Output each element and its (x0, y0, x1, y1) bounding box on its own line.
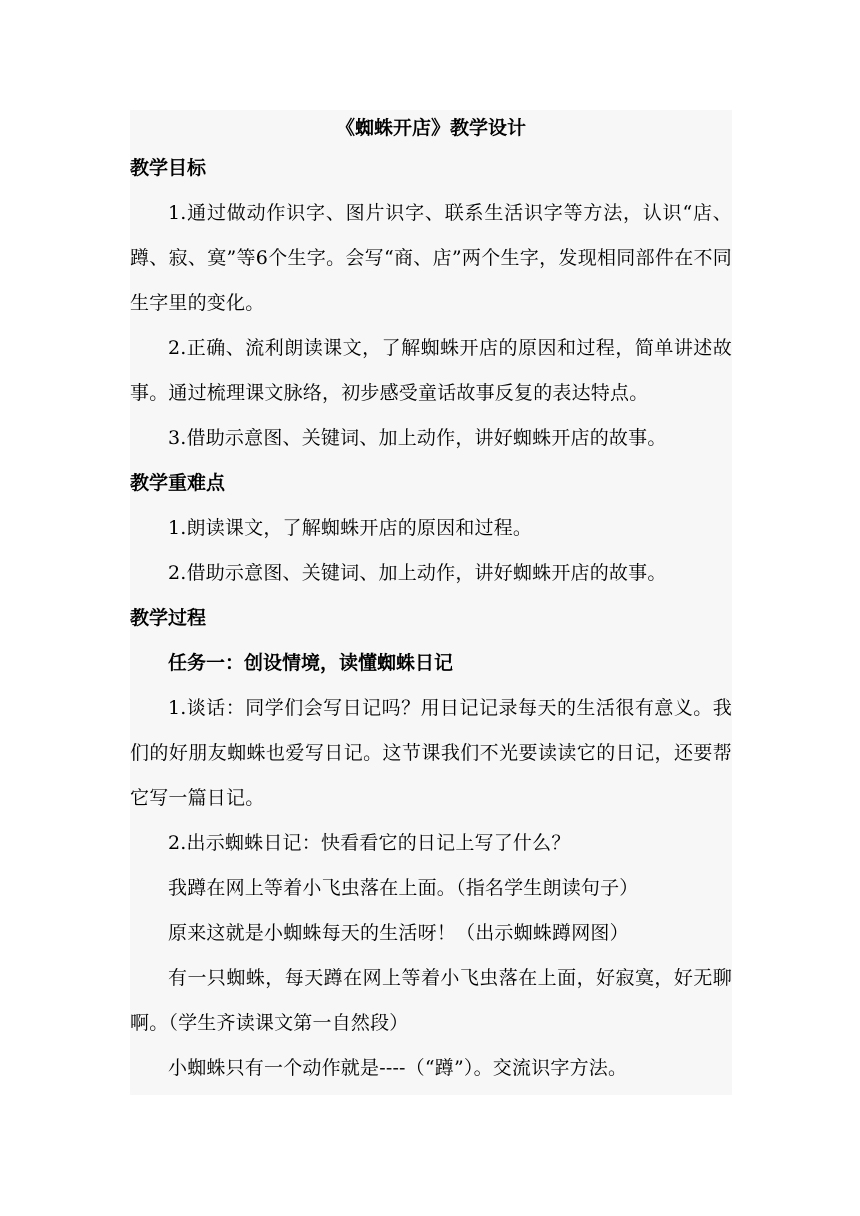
section-heading-key-points: 教学重难点 (130, 472, 226, 494)
document-body (130, 110, 732, 1095)
task-1-title: 任务一：创设情境，读懂蜘蛛日记 (168, 652, 454, 674)
process-item-4: 原来这就是小蜘蛛每天的生活呀！（出示蜘蛛蹲网图） (168, 922, 629, 944)
key-point-item-2: 2.借助示意图、关键词、加上动作，讲好蜘蛛开店的故事。 (168, 562, 667, 584)
key-point-item-1: 1.朗读课文，了解蜘蛛开店的原因和过程。 (168, 517, 533, 539)
goal-item-2: 2.正确、流利朗读课文，了解蜘蛛开店的原因和过程，简单讲述故事。通过梳理课文脉络，初步感受童话故事反复的表达特点。 (130, 337, 732, 404)
process-item-3: 我蹲在网上等着小飞虫落在上面。（指名学生朗读句子） (168, 877, 639, 899)
process-item-6: 小蜘蛛只有一个动作就是----（“蹲”）。交流识字方法。 (168, 1057, 628, 1079)
section-heading-goals: 教学目标 (130, 157, 207, 179)
process-item-5: 有一只蜘蛛，每天蹲在网上等着小飞虫落在上面，好寂寞，好无聊啊。（学生齐读课文第一自然段） (130, 967, 732, 1034)
process-item-1: 1.谈话：同学们会写日记吗？用日记记录每天的生活很有意义。我们的好朋友蜘蛛也爱写日记。这节课我们不光要读读它的日记，还要帮它写一篇日记。 (130, 697, 732, 809)
document-title: 《蜘蛛开店》教学设计 (335, 117, 526, 139)
process-item-2: 2.出示蜘蛛日记：快看看它的日记上写了什么？ (168, 832, 571, 854)
section-heading-process: 教学过程 (130, 607, 207, 629)
goal-item-1: 1.通过做动作识字、图片识字、联系生活识字等方法，认识“店、蹲、寂、寞”等6个生字。会写“商、店”两个生字，发现相同部件在不同生字里的变化。 (130, 202, 732, 314)
goal-item-3: 3.借助示意图、关键词、加上动作，讲好蜘蛛开店的故事。 (168, 427, 667, 449)
